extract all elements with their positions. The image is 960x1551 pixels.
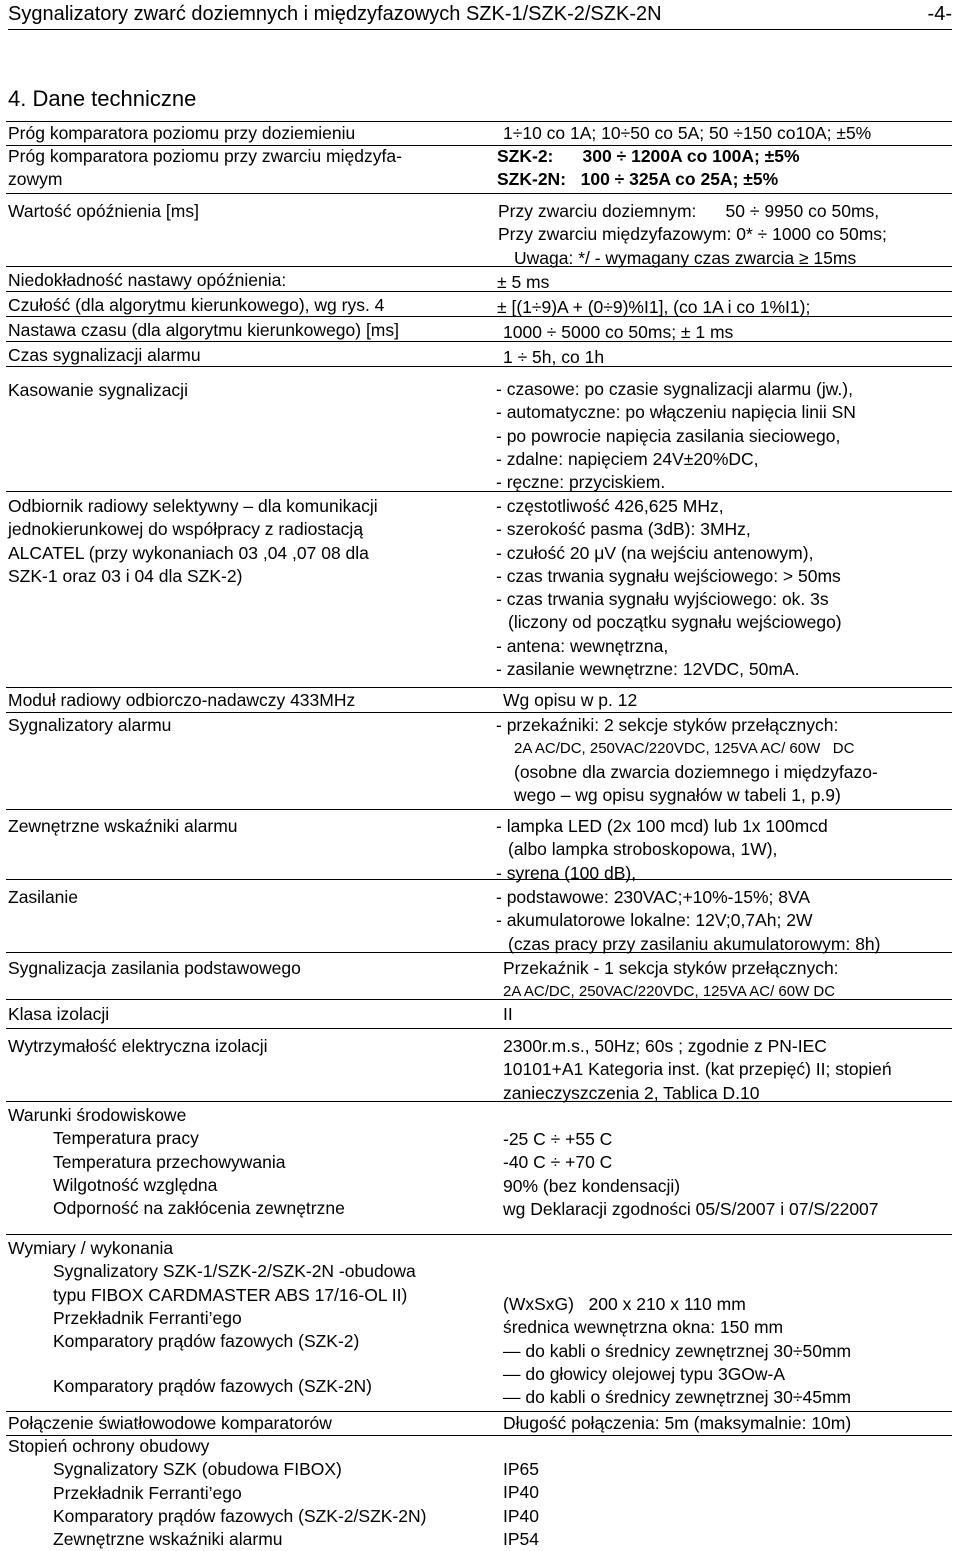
row-label: Temperatura przechowywania: [53, 1151, 286, 1172]
row-label: Sygnalizatory alarmu: [8, 715, 172, 735]
table-row: [6, 1412, 952, 1436]
row-value: - zdalne: napięciem 24V±20%DC,: [496, 448, 759, 469]
row-value: zanieczyszczenia 2, Tablica D.10: [503, 1082, 760, 1103]
row-label: Warunki środowiskowe: [8, 1105, 187, 1125]
row-label: Komparatory prądów fazowych (SZK-2N): [53, 1376, 372, 1397]
row-label: Czas sygnalizacji alarmu: [8, 345, 201, 365]
row-label: Wymiary / wykonania: [8, 1238, 174, 1258]
row-label: Próg komparatora poziomu przy doziemieniu: [8, 123, 356, 143]
row-label: Stopień ochrony obudowy: [8, 1436, 210, 1456]
row-value: 90% (bez kondensacji): [503, 1175, 681, 1196]
row-value: - przekaźniki: 2 sekcje styków przełącznych:: [496, 715, 839, 735]
page-header: [8, 3, 952, 30]
row-value: wg Deklaracji zgodności 05/S/2007 i 07/S/22007: [503, 1198, 879, 1219]
row-value: (liczony od początku sygnału wejściowego): [508, 612, 842, 633]
row-value: IP40: [503, 1482, 539, 1503]
row-value: 2300r.m.s., 50Hz; 60s ; zgodnie z PN-IEC: [503, 1036, 827, 1056]
row-value: — do głowicy olejowej typu 3GOw-A: [503, 1363, 786, 1384]
table-row: [6, 713, 952, 810]
row-value: - szerokość pasma (3dB): 3MHz,: [496, 519, 751, 540]
row-value: (albo lampka stroboskopowa, 1W),: [508, 839, 778, 860]
row-label: ALCATEL (przy wykonaniach 03 ,04 ,07 08 dla: [8, 542, 369, 563]
row-value: Długość połączenia: 5m (maksymalnie: 10m): [503, 1413, 852, 1433]
row-value: Uwaga: */ - wymagany czas zwarcia ≥ 15ms: [514, 247, 857, 268]
row-value: - czasowe: po czasie sygnalizacji alarmu (jw.),: [496, 379, 853, 399]
page-number: -4-: [927, 3, 952, 25]
row-value: IP40: [503, 1505, 539, 1526]
row-value: - podstawowe: 230VAC;+10%-15%; 8VA: [496, 887, 811, 907]
row-value: - antena: wewnętrzna,: [496, 635, 669, 656]
table-row: [6, 267, 952, 292]
row-label: zowym: [8, 169, 63, 190]
row-value: - czas trwania sygnału wyjściowego: ok. 3s: [496, 589, 829, 610]
row-value: - częstotliwość 426,625 MHz,: [496, 496, 724, 516]
row-label: jednokierunkowej do współpracy z radiostacją: [8, 519, 364, 540]
table-row: [6, 810, 952, 883]
row-label: Zasilanie: [8, 887, 79, 907]
table-row: [6, 145, 952, 194]
row-label: Niedokładność nastawy opóźnienia:: [8, 270, 287, 290]
row-value: - czas trwania sygnału wejściowego: > 50ms: [496, 565, 841, 586]
header-title: Sygnalizatory zwarć doziemnych i międzyfazowych SZK-1/SZK-2/SZK-2N: [8, 3, 662, 25]
row-label: Połączenie światłowodowe komparatorów: [8, 1413, 332, 1433]
row-value: -40 C ÷ +70 C: [503, 1152, 613, 1173]
row-label: Sygnalizatory SZK (obudowa FIBOX): [53, 1459, 342, 1480]
row-label: Czułość (dla algorytmu kierunkowego), wg rys. 4: [8, 295, 385, 315]
row-value: II: [503, 1004, 513, 1024]
row-value: IP54: [503, 1528, 539, 1549]
row-label: Komparatory prądów fazowych (SZK-2/SZK-2N): [53, 1505, 427, 1526]
table-row: [6, 880, 952, 953]
row-label: Zewnętrzne wskaźniki alarmu: [8, 816, 238, 836]
row-value: (WxSxG) 200 x 210 x 110 mm: [503, 1294, 746, 1314]
row-label: Odporność na zakłócenia zewnętrzne: [53, 1198, 345, 1219]
row-label: Sygnalizatory SZK-1/SZK-2/SZK-2N -obudowa: [53, 1261, 416, 1282]
table-row: [6, 1000, 952, 1029]
table-row: [6, 121, 952, 146]
table-row: [6, 688, 952, 713]
table-row: [6, 1102, 952, 1235]
technical-data-table: [6, 121, 952, 1550]
table-row: [6, 317, 952, 342]
row-value: (czas pracy przy zasilaniu akumulatorowym: 8h): [508, 933, 881, 954]
row-value: ± [(1÷9)A + (0÷9)%I1], (co 1A i co 1%I1);: [497, 297, 811, 317]
row-value: ± 5 ms: [497, 272, 550, 292]
row-value: Wg opisu w p. 12: [503, 690, 638, 710]
row-label: Kasowanie sygnalizacji: [8, 380, 188, 400]
row-value: - akumulatorowe lokalne: 12V;0,7Ah; 2W: [496, 910, 813, 931]
row-value: SZK-2: 300 ÷ 1200A co 100A; ±5%: [497, 146, 800, 166]
table-row: [6, 342, 952, 367]
table-row: [6, 292, 952, 317]
table-row: [6, 367, 952, 492]
row-value: średnica wewnętrzna okna: 150 mm: [503, 1317, 784, 1338]
table-row: [6, 1235, 952, 1412]
table-row: [6, 953, 952, 1000]
row-value: SZK-2N: 100 ÷ 325A co 25A; ±5%: [497, 169, 779, 190]
row-label: Zewnętrzne wskaźniki alarmu: [53, 1529, 283, 1550]
table-row: [6, 1029, 952, 1102]
row-label: Temperatura pracy: [53, 1128, 199, 1149]
row-label: Moduł radiowy odbiorczo-nadawczy 433MHz: [8, 690, 356, 710]
row-label: Wytrzymałość elektryczna izolacji: [8, 1036, 268, 1056]
row-value: Przy zwarciu międzyfazowym: 0* ÷ 1000 co 50ms;: [498, 224, 887, 245]
row-value: - ręczne: przyciskiem.: [496, 472, 666, 493]
row-value: - po powrocie napięcia zasilania sieciowego,: [496, 425, 841, 446]
row-value: - automatyczne: po włączeniu napięcia linii SN: [496, 402, 856, 423]
row-label: Klasa izolacji: [8, 1004, 110, 1024]
row-value: - zasilanie wewnętrzne: 12VDC, 50mA.: [496, 659, 800, 680]
row-value: - czułość 20 μV (na wejściu antenowym),: [496, 542, 814, 563]
row-label: Próg komparatora poziomu przy zwarciu międzyfa-: [8, 146, 402, 166]
row-value: - lampka LED (2x 100 mcd) lub 1x 100mcd: [496, 816, 828, 836]
row-value: Przy zwarciu doziemnym: 50 ÷ 9950 co 50ms,: [498, 201, 880, 221]
row-value: 1÷10 co 1A; 10÷50 co 5A; 50 ÷150 co10A; ±5%: [503, 123, 872, 143]
row-value: - syrena (100 dB),: [496, 862, 637, 883]
row-value: — do kabli o średnicy zewnętrznej 30÷50mm: [503, 1340, 852, 1361]
row-value: 2A AC/DC, 250VAC/220VDC, 125VA AC/ 60W DC: [514, 740, 855, 758]
row-value: IP65: [503, 1459, 539, 1479]
row-value: 2A AC/DC, 250VAC/220VDC, 125VA AC/ 60W DC: [503, 983, 836, 1001]
row-label: Przekładnik Ferranti’ego: [53, 1482, 242, 1503]
row-value: -25 C ÷ +55 C: [503, 1129, 613, 1149]
row-value: 1000 ÷ 5000 co 50ms; ± 1 ms: [503, 322, 734, 342]
row-label: Sygnalizacja zasilania podstawowego: [8, 958, 301, 978]
row-label: Odbiornik radiowy selektywny – dla komunikacji: [8, 496, 378, 516]
row-label: Nastawa czasu (dla algorytmu kierunkowego) [ms]: [8, 320, 399, 340]
row-value: 1 ÷ 5h, co 1h: [503, 347, 605, 367]
row-label: typu FIBOX CARDMASTER ABS 17/16-OL II): [53, 1284, 408, 1305]
table-row: [6, 1436, 952, 1550]
row-label: Wilgotność względna: [53, 1174, 218, 1195]
row-label: Wartość opóźnienia [ms]: [8, 201, 199, 221]
row-value: — do kabli o średnicy zewnętrznej 30÷45mm: [503, 1387, 852, 1408]
row-label: SZK-1 oraz 03 i 04 dla SZK-2): [8, 565, 243, 586]
row-label: Komparatory prądów fazowych (SZK-2): [53, 1331, 360, 1352]
row-value: wego – wg opisu sygnałów w tabeli 1, p.9): [514, 784, 841, 805]
row-value: 10101+A1 Kategoria inst. (kat przepięć) II; stopień: [503, 1059, 892, 1080]
table-row: [6, 194, 952, 267]
row-value: Przekaźnik - 1 sekcja styków przełącznych:: [503, 958, 839, 978]
row-value: (osobne dla zwarcia doziemnego i międzyfazo-: [514, 761, 878, 782]
row-label: Przekładnik Ferranti’ego: [53, 1307, 242, 1328]
table-row: [6, 492, 952, 688]
section-title: 4. Dane techniczne: [8, 86, 197, 111]
